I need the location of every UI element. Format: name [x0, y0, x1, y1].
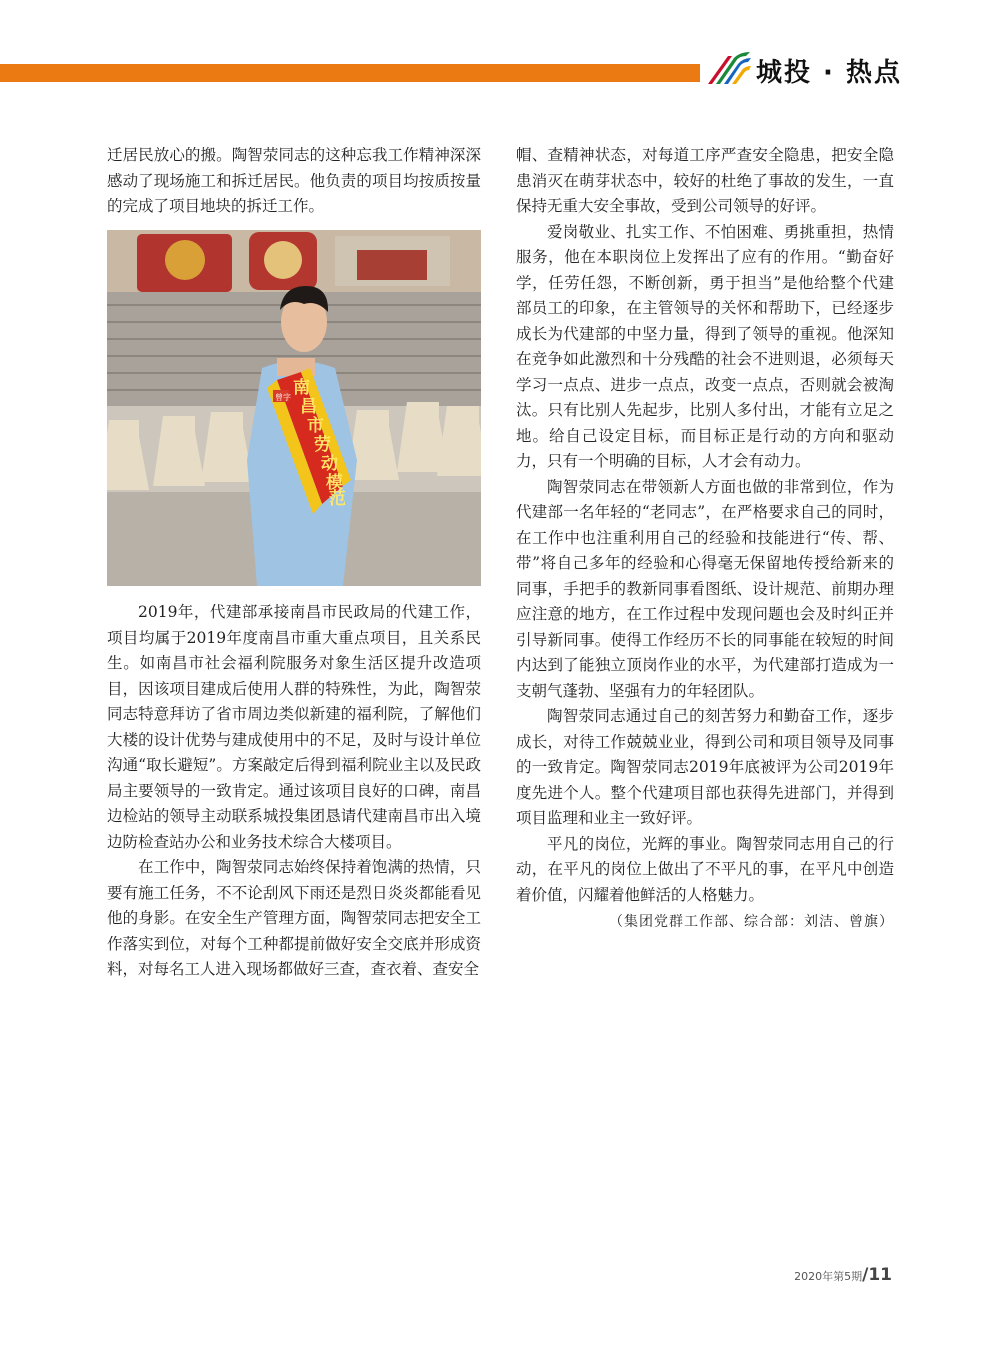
- paragraph: 陶智荥同志通过自己的刻苦努力和勤奋工作，逐步成长，对待工作兢兢业业，得到公司和项目领导及同事的一致肯定。陶智荥同志2019年底被评为公司2019年度先进个人。整个代建项目部也获得先进部门，并得到项目监理和业主一致好评。: [516, 707, 894, 827]
- paragraph: 在工作中，陶智荥同志始终保持着饱满的热情，只要有施工任务，不不论刮风下雨还是烈日炎炎都能看见他的身影。在安全生产管理方面，陶智荥同志把安全工作落实到位，对每个工种都提前做好安全交底并形成资料，对每名工人进入现场都做好三查，查衣着、查安全: [107, 858, 481, 978]
- sash-char: 劳: [314, 435, 331, 455]
- sash-char: 模: [326, 473, 343, 493]
- photo-image: [107, 230, 481, 586]
- paragraph: 帽、查精神状态，对每道工序严查安全隐患，把安全隐患消灭在萌芽状态中，较好的杜绝了事故的发生，一直保持无重大安全事故，受到公司领导的好评。: [516, 146, 894, 215]
- company-logo-icon: [706, 46, 752, 86]
- photo-labor-model: [107, 230, 481, 586]
- article-column-left-top: [107, 143, 481, 220]
- page-footer: [794, 1265, 892, 1285]
- issue-label: 2020年第5期: [794, 1270, 863, 1283]
- sash-char: 南: [293, 378, 310, 398]
- paragraph: 迁居民放心的搬。陶智荥同志的这种忘我工作精神深深感动了现场施工和拆迁居民。他负责的项目均按质按量的完成了项目地块的拆迁工作。: [107, 146, 481, 215]
- badge-text: 曾字: [275, 393, 291, 402]
- paragraph: 2019年，代建部承接南昌市民政局的代建工作，项目均属于2019年度南昌市重大重点项目，且关系民生。如南昌市社会福利院服务对象生活区提升改造项目，因该项目建成后使用人群的特殊性，为此，陶智荥同志特意拜访了省市周边类似新建的福利院，了解他们大楼的设计优势与建成使用中的不足，及时与设计单位沟通“取长避短”。方案敲定后得到福利院业主以及民政局主要领导的一致肯定。通过该项目良好的口碑，南昌边检站的领导主动联系城投集团恳请代建南昌市出入境边防检查站办公和业务技术综合大楼项目。: [107, 603, 481, 851]
- sash-char: 市: [307, 416, 324, 436]
- article-column-left-bottom: [107, 600, 481, 983]
- sash-char: 昌: [300, 397, 317, 417]
- article-credit: （集团党群工作部、综合部：刘洁、曾旗）: [609, 914, 894, 930]
- article-column-right: [516, 143, 894, 936]
- sash-char: 动: [321, 454, 338, 474]
- sash-char: 范: [329, 489, 346, 509]
- header-orange-bar: [0, 64, 700, 82]
- section-title: 城投 · 热点: [756, 58, 902, 88]
- paragraph: 陶智荥同志在带领新人方面也做的非常到位，作为代建部一名年轻的“老同志”，在严格要求自己的同时，在工作中也注重利用自己的经验和技能进行“传、帮、带”将自己多年的经验和心得毫无保留地传授给新来的同事，手把手的教新同事看图纸、设计规范、前期办理应注意的地方，在工作过程中发现问题也会及时纠正并引导新同事。使得工作经历不长的同事能在较短的时间内达到了能独立顶岗作业的水平，为代建部打造成为一支朝气蓬勃、坚强有力的年轻团队。: [516, 477, 894, 700]
- paragraph: 爱岗敬业、扎实工作、不怕困难、勇挑重担，热情服务，他在本职岗位上发挥出了应有的作用。“勤奋好学，任劳任怨，不断创新，勇于担当”是他给整个代建部员工的印象，在主管领导的关怀和帮助下，已经逐步成长为代建部的中坚力量，得到了领导的重视。他深知在竞争如此激烈和十分残酷的社会不进则退，必须每天学习一点点、进步一点点，改变一点点，否则就会被淘汰。只有比别人先起步，比别人多付出，才能有立足之地。给自己设定目标，而目标正是行动的方向和驱动力，只有一个明确的目标，人才会有动力。: [516, 222, 894, 470]
- paragraph: 平凡的岗位，光辉的事业。陶智荥同志用自己的行动，在平凡的岗位上做出了不平凡的事，在平凡中创造着价值，闪耀着他鲜活的人格魅力。: [516, 834, 894, 904]
- page-number: /11: [862, 1265, 892, 1285]
